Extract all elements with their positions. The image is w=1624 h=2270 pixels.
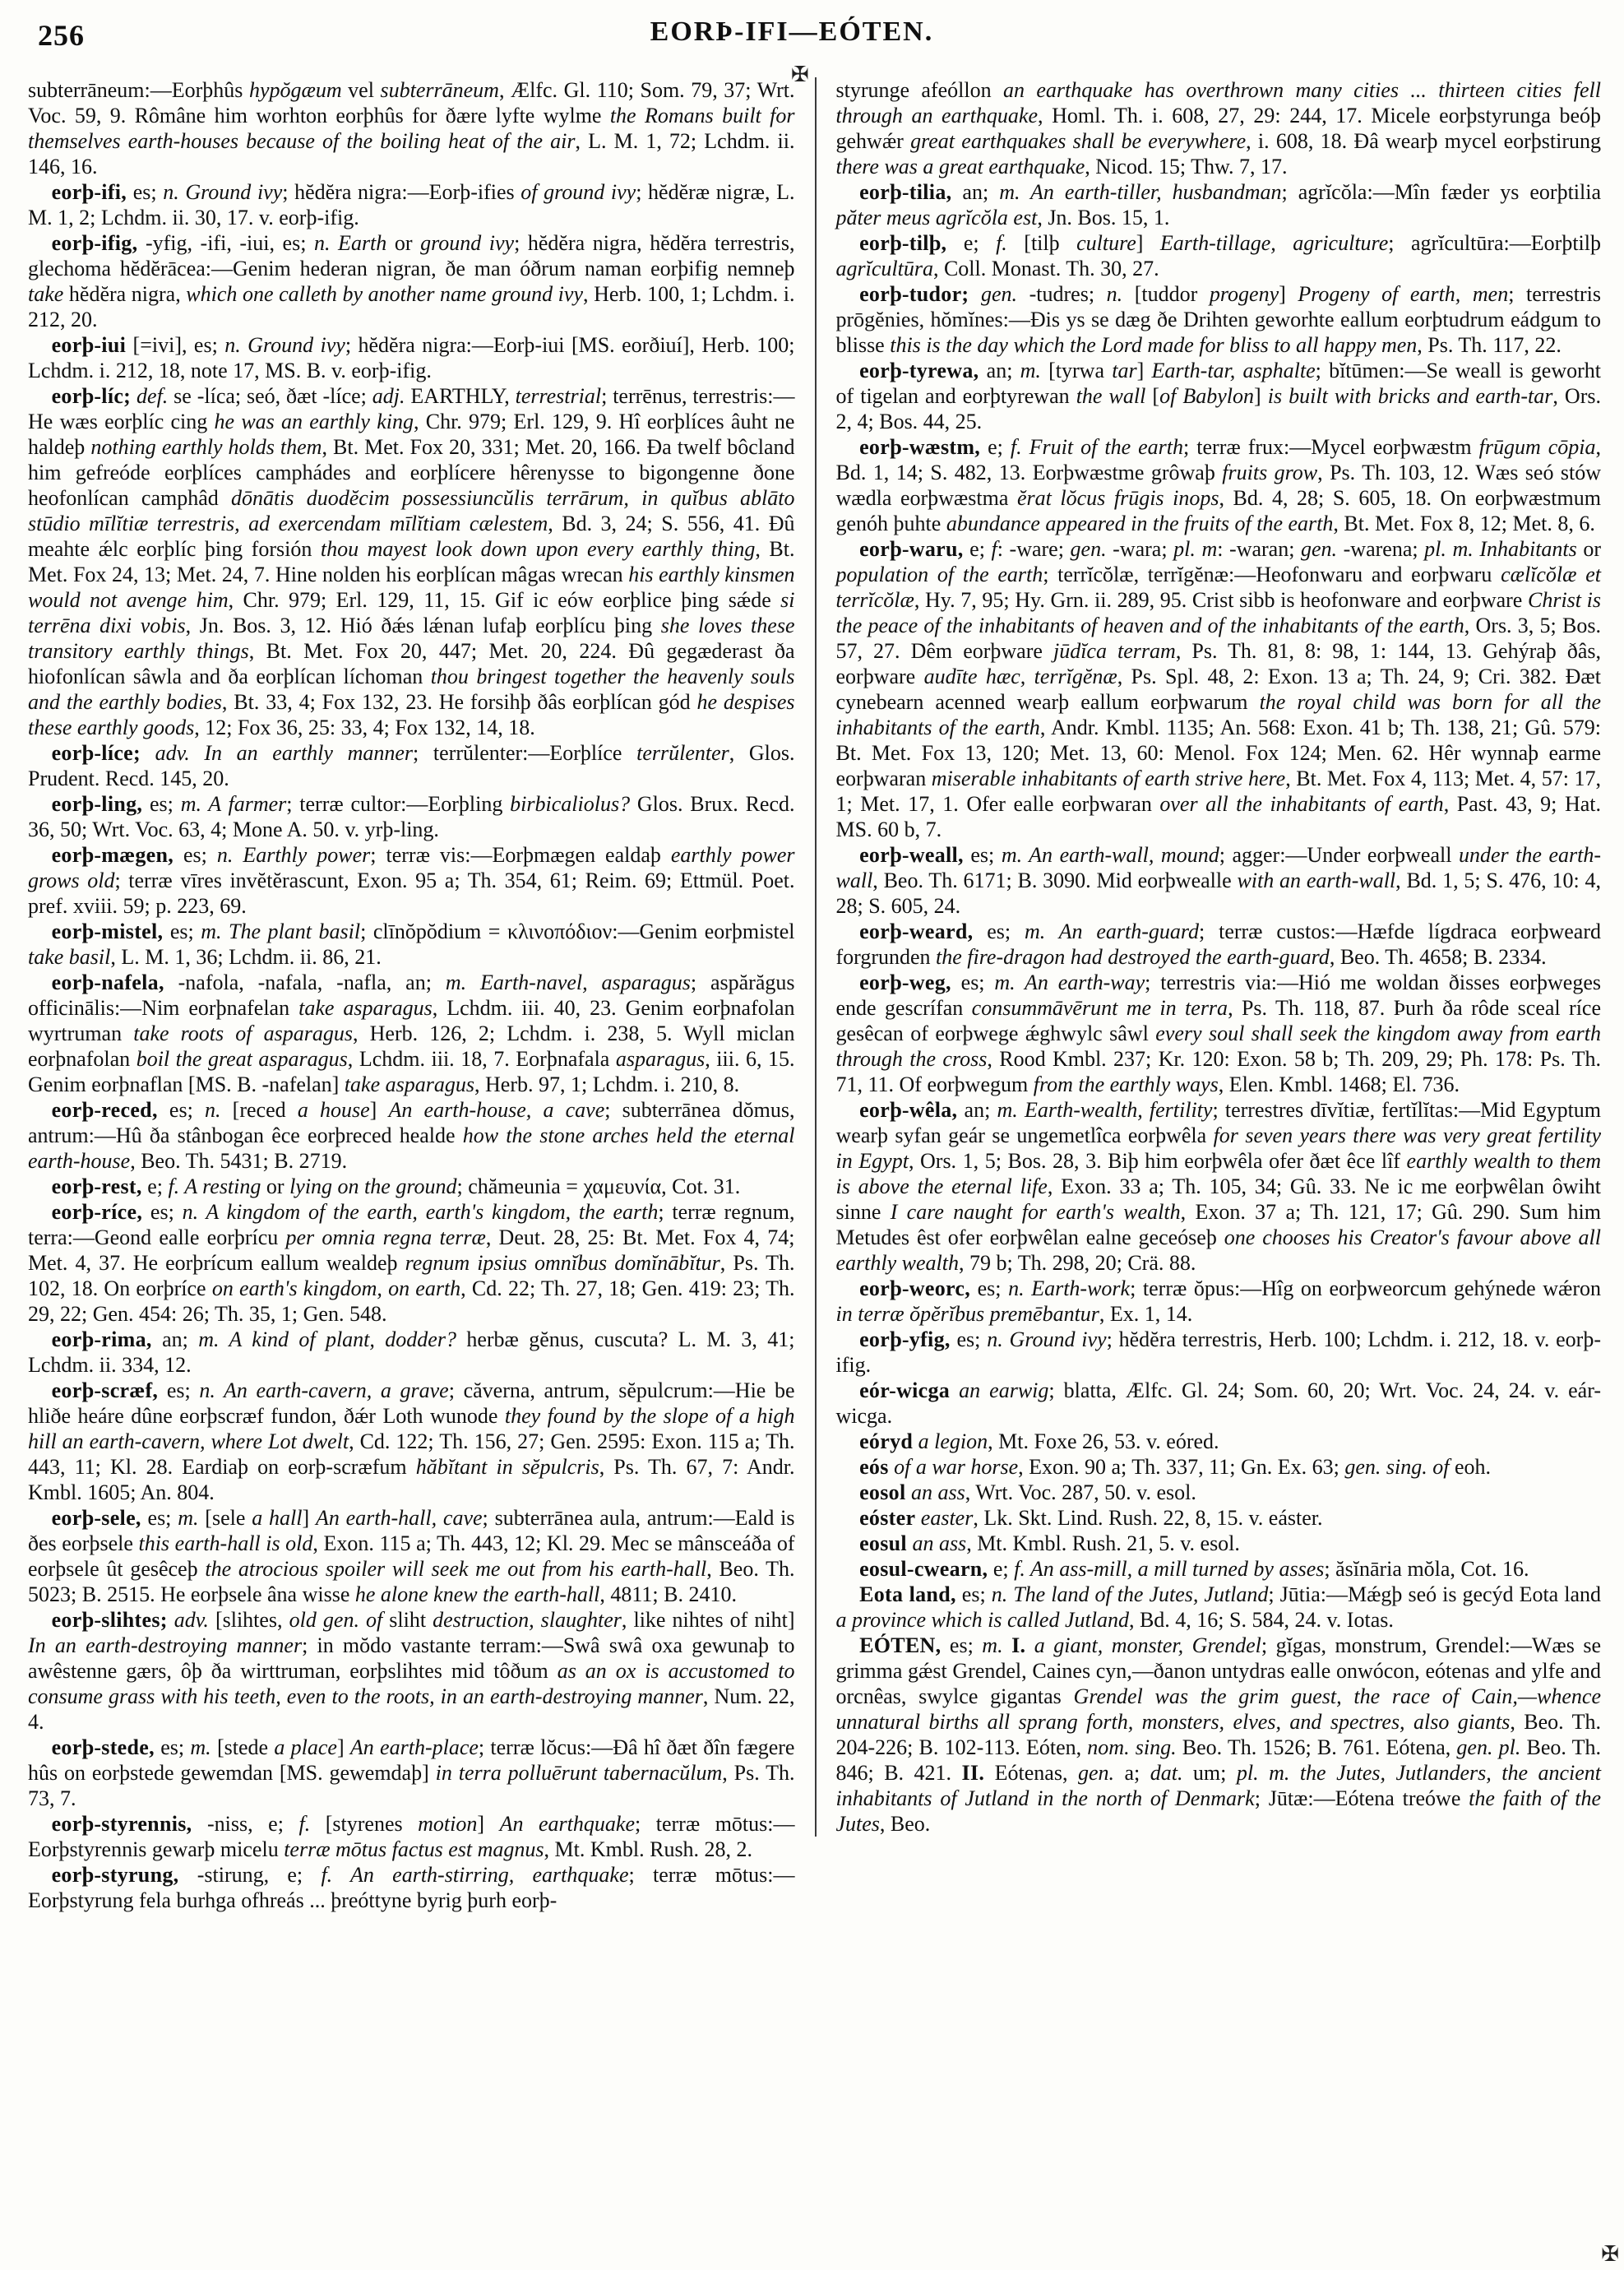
- entry-headword: eór-wicga: [859, 1378, 951, 1402]
- entry-headword: eós: [859, 1455, 889, 1479]
- entry-italic-text: a house: [297, 1098, 370, 1122]
- dictionary-entry: eóryd a legion, Mt. Foxe 26, 53. v. eóred.: [859, 1429, 1219, 1453]
- dictionary-entry: eorþ-mægen, es; n. Earthly power; terræ vis:—Eorþmægen ealdaþ earthly power grows old; terræ vīres invĕtĕrascunt, Exon. 95 a; Th. 354, 61; Reim. 69; Ettmül. Poet. pref. xviii. 59; p. 223, 69.: [28, 843, 795, 918]
- entry-italic-text: progeny: [1209, 282, 1279, 306]
- entry-italic-text: An earth-hall, cave: [315, 1506, 483, 1530]
- dictionary-entry: eorþ-sele, es; m. [sele a hall] An earth-hall, cave; subterrānea aula, antrum:—Eald is ðes eorþsele this earth-hall is old, Exon. 115 a; Th. 443, 12; Kl. 29. Mec se mânsceáða of eorþsele ût gesêceþ the atrocious spoiler will seek me out from his earth-hall, Beo. Th. 5023; B. 2515. He eorþsele âna wisse he alone knew the earth-hall, 4811; B. 2410.: [28, 1506, 795, 1606]
- entry-italic-text: under the earth-wall: [835, 843, 1601, 892]
- entry-italic-text: n. Ground ivy: [224, 333, 345, 357]
- entry-headword: eosol: [859, 1480, 906, 1504]
- entry-italic-text: abundance appeared in the fruits of the earth: [946, 512, 1334, 535]
- entry-italic-text: gen. sing. of: [1344, 1455, 1450, 1479]
- entry-italic-text: of ground ivy: [521, 180, 636, 204]
- entry-italic-text: thou mayest look down upon every earthly thing: [320, 537, 756, 561]
- entry-italic-text: of a war horse: [894, 1455, 1019, 1479]
- entry-italic-text: m.: [1020, 359, 1041, 382]
- page-number: 256: [38, 19, 85, 52]
- entry-italic-text: pl. m: [1173, 537, 1218, 561]
- entry-headword: Eota land,: [859, 1582, 956, 1606]
- dictionary-entry: eorþ-tilia, an; m. An earth-tiller, husbandman; agrĭcŏla:—Mîn fæder ys eorþtilia păter meus agrĭcŏla est, Jn. Bos. 15, 1.: [835, 180, 1602, 229]
- entry-bold-text: II.: [961, 1761, 985, 1785]
- entry-italic-text: In an earth-destroying manner: [28, 1633, 303, 1657]
- entry-italic-text: m. A farmer: [180, 792, 287, 816]
- entry-headword: eorþ-tilia,: [859, 180, 952, 204]
- entry-italic-text: n.: [205, 1098, 221, 1122]
- entry-headword: eorþ-mægen,: [51, 843, 174, 867]
- entry-italic-text: hăbĭtant in sĕpulcris: [415, 1455, 599, 1479]
- column-right: [815, 77, 1602, 1837]
- entry-italic-text: frūgum cōpia: [1478, 435, 1596, 459]
- entry-italic-text: take roots of asparagus: [133, 1022, 353, 1045]
- entry-italic-text: take basil: [28, 945, 111, 969]
- entry-italic-text: how the stone arches held the eternal earth-house: [28, 1123, 795, 1173]
- entry-italic-text: gen.: [1301, 537, 1338, 561]
- entry-italic-text: Christ is the peace of the inhabitants of heaven and of the inhabitants of the earth: [835, 588, 1601, 637]
- entry-headword: eorþ-ifi,: [51, 180, 127, 204]
- dictionary-entry: eorþ-ling, es; m. A farmer; terræ cultor:—Eorþling birbicaliolus? Glos. Brux. Recd. 36, 50; Wrt. Voc. 63, 4; Mone A. 50. v. yrþ-ling.: [28, 792, 795, 841]
- dictionary-entry: eorþ-mistel, es; m. The plant basil; clīnŏpŏdium = κλινοπόδιον:—Genim eorþmistel take basil, L. M. 1, 36; Lchdm. ii. 86, 21.: [28, 920, 795, 969]
- entry-italic-text: adj.: [372, 384, 405, 408]
- entry-italic-text: f. An earth-stirring, earthquake: [321, 1863, 629, 1887]
- entry-italic-text: jūdĭca terram: [1053, 639, 1176, 663]
- page-title: EORÞ-IFI—EÓTEN.: [650, 16, 934, 47]
- entry-headword: eorþ-styrennis,: [51, 1812, 192, 1836]
- dictionary-entry: eorþ-wêla, an; m. Earth-wealth, fertility; terrestres dīvĭtiæ, fertĭlĭtas:—Mid Egyptum wearþ syfan geár se ungemetlîca eorþwêla for seven years there was very great fertility in Egypt, Ors. 1, 5; Bos. 28, 3. Biþ him eorþwêla ofer ðæt êce lîf earthly wealth to them is above the eternal life, Exon. 33 a; Th. 105, 34; Gû. 33. Ne ic me eorþwêlan ôwiht sinne I care naught for earth's wealth, Exon. 37 a; Th. 121, 17; Gû. 290. Sum him Metudes êst ofer eorþwêlan ealne geceóseþ one chooses his Creator's favour above all earthly wealth, 79 b; Th. 298, 20; Crä. 88.: [835, 1098, 1602, 1275]
- entry-italic-text: an earthquake has overthrown many cities ... thirteen cities fell through an earthquake: [835, 78, 1601, 127]
- dictionary-entry: eorþ-líce; adv. In an earthly manner; terrŭlenter:—Eorþlíce terrŭlenter, Glos. Prudent. Recd. 145, 20.: [28, 741, 795, 790]
- entry-italic-text: m.: [982, 1633, 1003, 1657]
- entry-italic-text: they found by the slope of a high hill an earth-cavern, where Lot dwelt: [28, 1404, 795, 1453]
- entry-italic-text: def.: [136, 384, 169, 408]
- entry-italic-text: a legion: [918, 1429, 988, 1453]
- entry-italic-text: n. An earth-cavern, a grave: [199, 1378, 449, 1402]
- entry-italic-text: a place: [274, 1735, 337, 1759]
- entry-italic-text: gen.: [1070, 537, 1107, 561]
- entry-italic-text: agrĭcultūra: [835, 257, 933, 280]
- printer-mark-top-icon: ✠: [791, 63, 809, 86]
- dictionary-entry: Eota land, es; n. The land of the Jutes, Jutland; Jūtia:—Mǽgþ seó is gecýd Eota land a province which is called Jutland, Bd. 4, 16; S. 584, 24. v. Iotas.: [835, 1582, 1601, 1632]
- entry-italic-text: adv.: [174, 1608, 209, 1632]
- entry-italic-text: m. A kind of plant, dodder?: [198, 1327, 456, 1351]
- entry-italic-text: the atrocious spoiler will seek me out from his earth-hall: [205, 1557, 707, 1581]
- entry-italic-text: from the earthly ways: [1033, 1072, 1219, 1096]
- dictionary-entry: eorþ-ifig, -yfig, -ifi, -iui, es; n. Earth or ground ivy; hĕdĕra nigra, hĕdĕra terrestris, glechoma hĕdĕrācea:—Genim hederan nigran, ðe man óðrum naman eorþifig nemneþ take hĕdĕra nigra, which one calleth by another name ground ivy, Herb. 100, 1; Lchdm. i. 212, 20.: [28, 231, 795, 331]
- entry-italic-text: hypŏgæum: [248, 78, 342, 102]
- entry-italic-text: on earth's kingdom, on earth: [211, 1276, 461, 1300]
- dictionary-entry: eorþ-tilþ, e; f. [tilþ culture] Earth-tillage, agriculture; agrĭcultūra:—Eorþtilþ agrĭcultūra, Coll. Monast. Th. 30, 27.: [835, 231, 1601, 280]
- entry-italic-text: in terræ ŏpĕrĭbus premēbantur: [835, 1302, 1099, 1326]
- entry-italic-text: every soul shall seek the kingdom away from earth through the cross: [835, 1022, 1602, 1071]
- entry-italic-text: m. An earth-tiller, husbandman: [999, 180, 1282, 204]
- entry-italic-text: culture: [1076, 231, 1136, 255]
- dictionary-entry: eorþ-wæstm, e; f. Fruit of the earth; terræ frux:—Mycel eorþwæstm frūgum cōpia, Bd. 1, 14; S. 482, 13. Eorþwæstme grôwaþ fruits grow, Ps. Th. 103, 12. Wæs seó stów wædla eorþwæstma ĕrat lŏcus frūgis inops, Bd. 4, 28; S. 605, 18. On eorþwæstmum genóh þuhte abundance appeared in the fruits of the earth, Bt. Met. Fox 8, 12; Met. 8, 6.: [835, 435, 1602, 535]
- dictionary-entry: eorþ-rest, e; f. A resting or lying on the ground; chămeunia = χαμευνία, Cot. 31.: [51, 1174, 741, 1198]
- entry-italic-text: an ass: [912, 1531, 967, 1555]
- entry-italic-text: n. The land of the Jutes, Jutland: [991, 1582, 1269, 1606]
- entry-italic-text: thou bringest together the heavenly souls and the earthly bodies: [28, 665, 795, 714]
- entry-italic-text: dat.: [1150, 1761, 1183, 1785]
- entry-italic-text: an ass: [910, 1480, 965, 1504]
- entry-headword: eorþ-sele,: [51, 1506, 141, 1530]
- entry-italic-text: n. Ground ivy: [163, 180, 283, 204]
- dictionary-entry: eorþ-styrennis, -niss, e; f. [styrenes motion] An earthquake; terræ mōtus:—Eorþstyrennis gewarþ micelu terræ mōtus factus est magnus, Mt. Kmbl. Rush. 28, 2.: [28, 1812, 795, 1861]
- entry-continuation: subterrāneum:—Eorþhûs hypŏgæum vel subterrāneum, Ælfc. Gl. 110; Som. 79, 37; Wrt. Voc. 59, 9. Rômâne him worhton eorþhûs for ðære lyfte wylme the Romans built for themselves earth-houses because of the boiling heat of the air, L. M. 1, 72; Lchdm. ii. 146, 16.: [28, 78, 795, 178]
- dictionary-entry: eór-wicga an earwig; blatta, Ælfc. Gl. 24; Som. 60, 20; Wrt. Voc. 24, 24. v. eár-wicga.: [835, 1378, 1601, 1428]
- entry-italic-text: the fire-dragon had destroyed the earth-guard: [936, 945, 1330, 969]
- entry-italic-text: m. The plant basil: [201, 920, 361, 943]
- entry-headword: eorþ-wêla,: [859, 1098, 958, 1122]
- entry-headword: eorþ-styrung,: [51, 1863, 179, 1887]
- entry-headword: eorþ-tyrewa,: [859, 359, 979, 382]
- entry-italic-text: easter: [920, 1506, 974, 1530]
- entry-italic-text: f. An ass-mill, a mill turned by asses: [1014, 1557, 1325, 1581]
- entry-italic-text: one chooses his Creator's favour above all earthly wealth: [835, 1225, 1601, 1275]
- printer-mark-bottom-icon: ✠: [1601, 2242, 1619, 2266]
- entry-continuation: styrunge afeóllon an earthquake has overthrown many cities ... thirteen cities fell through an earthquake, Homl. Th. i. 608, 27, 29: 244, 17. Micele eorþstyrunga beóþ gehwǽr great earthquakes shall be everywhere, i. 608, 18. Ðâ wearþ mycel eorþstirung there was a great earthquake, Nicod. 15; Thw. 7, 17.: [835, 78, 1602, 178]
- entry-headword: EÓTEN,: [859, 1633, 942, 1657]
- entry-headword: eorþ-líce;: [51, 741, 141, 765]
- entry-italic-text: is built with bricks and earth-tar: [1267, 384, 1553, 408]
- entry-headword: eorþ-ifig,: [51, 231, 138, 255]
- dictionary-entry: eorþ-tudor; gen. -tudres; n. [tuddor progeny] Progeny of earth, men; terrestris prōgĕnies, hŏmĭnes:—Ðis ys se dæg ðe Drihten geworhte eallum eorþtudrum eádgum to blisse this is the day which the Lord made for bliss to all happy men, Ps. Th. 117, 22.: [835, 282, 1602, 357]
- entry-bold-text: I.: [1011, 1633, 1026, 1657]
- entry-italic-text: for seven years there was very great fertility in Egypt: [835, 1123, 1602, 1173]
- dictionary-entry: eosul-cwearn, e; f. An ass-mill, a mill turned by asses; ăsĭnāria mŏla, Cot. 16.: [859, 1557, 1529, 1581]
- entry-italic-text: a hall: [252, 1506, 303, 1530]
- entry-italic-text: old gen. of: [289, 1608, 383, 1632]
- dictionary-entry: eorþ-weall, es; m. An earth-wall, mound; agger:—Under eorþweall under the earth-wall, Beo. Th. 6171; B. 3090. Mid eorþwealle with an earth-wall, Bd. 1, 5; S. 476, 10: 4, 28; S. 605, 24.: [835, 843, 1601, 918]
- dictionary-entry: eorþ-ríce, es; n. A kingdom of the earth, earth's kingdom, the earth; terræ regnum, terra:—Geond ealle eorþrícu per omnia regna terræ, Deut. 28, 25: Bt. Met. Fox 4, 74; Met. 4, 37. He eorþrícum eallum wealdeþ regnum ipsius omnĭbus domĭnābĭtur, Ps. Th. 102, 18. On eorþríce on earth's kingdom, on earth, Cd. 22; Th. 27, 18; Gen. 419: 23; Th. 29, 22; Gen. 454: 26; Th. 35, 1; Gen. 548.: [28, 1200, 795, 1326]
- dictionary-entry: eosul an ass, Mt. Kmbl. Rush. 21, 5. v. esol.: [859, 1531, 1240, 1555]
- entry-italic-text: earthly wealth to them is above the eternal life: [835, 1149, 1601, 1198]
- entry-italic-text: the Romans built for themselves earth-houses because of the boiling heat of the air: [28, 104, 795, 153]
- dictionary-entry: eorþ-styrung, -stirung, e; f. An earth-stirring, earthquake; terræ mōtus:—Eorþstyrung fela burhga ofhreás ... þreóttyne byrig þurh eorþ-: [28, 1863, 795, 1912]
- entry-italic-text: lying on the ground: [289, 1174, 457, 1198]
- entry-italic-text: n. A kingdom of the earth, earth's kingdom, the earth: [182, 1200, 659, 1224]
- entry-italic-text: An earthquake: [499, 1812, 635, 1836]
- entry-italic-text: cælĭcŏlæ et terrĭcŏlæ: [835, 563, 1601, 612]
- entry-italic-text: n.: [1106, 282, 1123, 306]
- entry-headword: eorþ-wæstm,: [859, 435, 981, 459]
- dictionary-entry: eorþ-weg, es; m. An earth-way; terrestris via:—Hió me woldan ðisses eorþweges ende gescrífan consummāvērunt me in terra, Ps. Th. 118, 87. Þurh ða rôde sceal ríce gesêcan of eorþwege ǽghwylc sâwl every soul shall seek the kingdom away from earth through the cross, Rood Kmbl. 237; Kr. 120: Exon. 58 b; Th. 209, 29; Ph. 178: Ps. Th. 71, 11. Of eorþwegum from the earthly ways, Elen. Kmbl. 1468; El. 736.: [835, 971, 1602, 1096]
- entry-italic-text: terrestrial: [515, 384, 602, 408]
- entry-italic-text: take: [28, 282, 64, 306]
- entry-italic-text: gen.: [1077, 1761, 1114, 1785]
- entry-italic-text: an earwig: [959, 1378, 1049, 1402]
- dictionary-entry: eorþ-ifi, es; n. Ground ivy; hĕdĕra nigra:—Eorþ-ifies of ground ivy; hĕdĕræ nigræ, L. M. 1, 2; Lchdm. ii. 30, 17. v. eorþ-ifig.: [28, 180, 795, 229]
- entry-italic-text: f. Fruit of the earth: [1010, 435, 1184, 459]
- entry-italic-text: she loves these transitory earthly things: [28, 614, 795, 663]
- entry-headword: eorþ-ríce,: [51, 1200, 143, 1224]
- text-columns: [28, 77, 1601, 1913]
- dictionary-entry: eosol an ass, Wrt. Voc. 287, 50. v. esol.: [859, 1480, 1196, 1504]
- entry-italic-text: terrŭlenter: [636, 741, 729, 765]
- entry-headword: eosul: [859, 1531, 907, 1555]
- entry-italic-text: population of the earth: [835, 563, 1043, 586]
- dictionary-entry: eorþ-stede, es; m. [stede a place] An earth-place; terræ lŏcus:—Ðâ hî ðæt ðîn fægere hûs on eorþstede gewemdan [MS. gewemdaþ] in terra polluērunt tabernacŭlum, Ps. Th. 73, 7.: [28, 1735, 795, 1810]
- dictionary-entry: eóster easter, Lk. Skt. Lind. Rush. 22, 8, 15. v. eáster.: [859, 1506, 1323, 1530]
- dictionary-entry: eorþ-reced, es; n. [reced a house] An earth-house, a cave; subterrānea dŏmus, antrum:—Hû ða stânbogan êce eorþreced healde how the stone arches held the eternal earth-house, Beo. Th. 5431; B. 2719.: [28, 1098, 795, 1173]
- entry-italic-text: m. Earth-navel, asparagus: [445, 971, 691, 994]
- entry-italic-text: audīte hæc, terrĭgĕnæ: [923, 665, 1117, 688]
- entry-italic-text: he despises these earthly goods: [28, 690, 795, 739]
- entry-italic-text: he alone knew the earth-hall: [354, 1582, 600, 1606]
- entry-italic-text: n. Earth: [314, 231, 387, 255]
- dictionary-entry: eorþ-scræf, es; n. An earth-cavern, a grave; căverna, antrum, sĕpulcrum:—Hie be hliðe heáre dûne eorþscræf fundon, ðǽr Loth wunode they found by the slope of a high hill an earth-cavern, where Lot dwelt, Cd. 122; Th. 156, 27; Gen. 2595: Exon. 115 a; Th. 443, 11; Kl. 28. Eardiaþ on eorþ-scræfum hăbĭtant in sĕpulcris, Ps. Th. 67, 7: Andr. Kmbl. 1605; An. 804.: [28, 1378, 795, 1504]
- entry-italic-text: f. A resting: [168, 1174, 261, 1198]
- entry-italic-text: over all the inhabitants of earth: [1159, 792, 1444, 816]
- entry-headword: eorþ-yfig,: [859, 1327, 951, 1351]
- entry-italic-text: n. Earthly power: [216, 843, 371, 867]
- entry-italic-text: which one calleth by another name ground ivy: [186, 282, 583, 306]
- entry-italic-text: great earthquakes shall be everywhere: [910, 129, 1247, 153]
- entry-italic-text: m. Earth-wealth, fertility: [997, 1098, 1213, 1122]
- entry-italic-text: pl. m. the Jutes, Jutlanders, the ancient inhabitants of Jutland in the north of Denmark: [835, 1761, 1602, 1810]
- entry-italic-text: the wall: [1076, 384, 1146, 408]
- entry-italic-text: this is the day which the Lord made for bliss to all happy men: [890, 333, 1418, 357]
- entry-headword: eorþ-weorc,: [859, 1276, 971, 1300]
- entry-italic-text: terræ mōtus factus est magnus: [284, 1837, 544, 1861]
- entry-headword: eosul-cwearn,: [859, 1557, 988, 1581]
- entry-italic-text: destruction, slaughter: [433, 1608, 622, 1632]
- entry-italic-text: f.: [298, 1812, 311, 1836]
- entry-headword: eorþ-weard,: [859, 920, 974, 943]
- entry-italic-text: dōnātis duodĕcim possessiuncŭlis terrārum, in quĭbus ablāto stūdio mīlĭtiæ terrestris, ad exercendam mīlĭtiam cælestem: [28, 486, 795, 535]
- entry-italic-text: motion: [418, 1812, 478, 1836]
- entry-headword: eorþ-iui: [51, 333, 127, 357]
- entry-italic-text: the royal child was born for all the inhabitants of the earth: [835, 690, 1601, 739]
- dictionary-entry: eorþ-rima, an; m. A kind of plant, dodder? herbæ gĕnus, cuscuta? L. M. 3, 41; Lchdm. ii. 334, 12.: [28, 1327, 795, 1377]
- entry-italic-text: boil the great asparagus: [136, 1047, 348, 1071]
- entry-italic-text: m. An earth-wall, mound: [1001, 843, 1219, 867]
- entry-headword: eorþ-reced,: [51, 1098, 158, 1122]
- entry-italic-text: per omnia regna terræ: [285, 1225, 486, 1249]
- entry-headword: eóster: [859, 1506, 916, 1530]
- entry-italic-text: regnum ipsius omnĭbus domĭnābĭtur: [405, 1251, 720, 1275]
- column-left: [28, 77, 815, 1913]
- entry-italic-text: Grendel was the grim guest, the race of Cain,—whence unnatural births all sprang forth, monsters, elves, and spectres, also giants: [835, 1684, 1601, 1734]
- entry-italic-text: he was an earthly king: [214, 410, 414, 433]
- entry-headword: eorþ-nafela,: [51, 971, 164, 994]
- entry-italic-text: pl. m. Inhabitants: [1424, 537, 1577, 561]
- entry-italic-text: birbicaliolus?: [510, 792, 631, 816]
- entry-headword: eorþ-rest,: [51, 1174, 142, 1198]
- entry-italic-text: there was a great earthquake: [835, 155, 1085, 178]
- entry-italic-text: m. An earth-guard: [1024, 920, 1200, 943]
- dictionary-entry: eorþ-tyrewa, an; m. [tyrwa tar] Earth-tar, asphalte; bĭtūmen:—Se weall is geworht of tigelan and eorþtyrewan the wall [of Babylon] is built with bricks and earth-tar, Ors. 2, 4; Bos. 44, 25.: [835, 359, 1601, 433]
- entry-italic-text: as an ox is accustomed to consume grass with his teeth, even to the roots, in an earth-destroying manner: [28, 1659, 795, 1708]
- entry-headword: eorþ-tudor;: [859, 282, 969, 306]
- entry-italic-text: ground ivy: [420, 231, 515, 255]
- entry-italic-text: earthly power grows old: [28, 843, 795, 892]
- entry-italic-text: si terrēna dixi vobis: [28, 588, 795, 637]
- entry-italic-text: ĕrat lŏcus frūgis inops: [1016, 486, 1219, 510]
- entry-italic-text: this earth-hall is old: [138, 1531, 313, 1555]
- dictionary-entry: eorþ-líc; def. se -líca; seó, ðæt -líce; adj. EARTHLY, terrestrial; terrēnus, terrestris:—He wæs eorþlíc cing he was an earthly king, Chr. 979; Erl. 129, 9. Hî eorþlíces âuht ne haldeþ nothing earthly holds them, Bt. Met. Fox 20, 331; Met. 20, 166. Ða twelf bôcland him gefreóde eorþlíces camphádes and eorþlícere hêrenysse to bigongenne ðone heofonlícan camphâd dōnātis duodĕcim possessiuncŭlis terrārum, in quĭbus ablāto stūdio mīlĭtiæ terrestris, ad exercendam mīlĭtiam cælestem, Bd. 3, 24; S. 556, 41. Ðû meahte ǽlc eorþlíc þing forsión thou mayest look down upon every earthly thing, Bt. Met. Fox 24, 13; Met. 24, 7. Hine nolden his eorþlícan mâgas wrecan his earthly kinsmen would not avenge him, Chr. 979; Erl. 129, 11, 15. Gif ic eów eorþlice þing sǽde si terrēna dixi vobis, Jn. Bos. 3, 12. Hió ðǽs lǽnan lufaþ eorþlícu þing she loves these transitory earthly things, Bt. Met. Fox 20, 447; Met. 20, 224. Ðû gegæderast ða hiofonlícan sâwla and ða eorþlícan líchoman thou bringest together the heavenly souls and the earthly bodies, Bt. 33, 4; Fox 132, 23. He forsihþ ðâs eorþlícan gód he despises these earthly goods, 12; Fox 36, 25: 33, 4; Fox 132, 14, 18.: [28, 384, 795, 739]
- entry-italic-text: f: [991, 537, 997, 561]
- entry-italic-text: păter meus agrĭcŏla est: [835, 206, 1038, 229]
- entry-italic-text: gen. pl.: [1456, 1735, 1521, 1759]
- entry-italic-text: n. Ground ivy: [987, 1327, 1107, 1351]
- dictionary-entry: eorþ-yfig, es; n. Ground ivy; hĕdĕra terrestris, Herb. 100; Lchdm. i. 212, 18. v. eorþ-ifig.: [835, 1327, 1601, 1377]
- entry-headword: eorþ-scræf,: [51, 1378, 159, 1402]
- entry-italic-text: consummāvērunt me in terra: [971, 996, 1228, 1020]
- entry-italic-text: tar: [1112, 359, 1137, 382]
- entry-headword: eorþ-tilþ,: [859, 231, 947, 255]
- entry-italic-text: fruits grow: [1222, 461, 1318, 484]
- dictionary-entry: eorþ-waru, e; f: -ware; gen. -wara; pl. m: -waran; gen. -warena; pl. m. Inhabitants or population of the earth; terrĭcŏlæ, terrĭgĕnæ:—Heofonwaru and eorþwaru cælĭcŏlæ et terrĭcŏlæ, Hy. 7, 95; Hy. Grn. ii. 289, 95. Crist sibb is heofonware and eorþware Christ is the peace of the inhabitants of heaven and of the inhabitants of the earth, Ors. 3, 5; Bos. 57, 27. Dêm eorþware jūdĭca terram, Ps. Th. 81, 8: 98, 1: 144, 13. Gehýraþ ðâs, eorþware audīte hæc, terrĭgĕnæ, Ps. Spl. 48, 2: Exon. 13 a; Th. 24, 9; Cri. 382. Ðæt cynebearn acenned wearþ eallum eorþwarum the royal child was born for all the inhabitants of the earth, Andr. Kmbl. 1135; An. 568: Exon. 41 b; Th. 138, 21; Gû. 579: Bt. Met. Fox 13, 120; Met. 13, 60: Menol. Fox 124; Men. 62. Hêr wynnaþ earme eorþwaran miserable inhabitants of earth strive here, Bt. Met. Fox 4, 113; Met. 4, 57: 17, 1; Met. 17, 1. Ofer ealle eorþwaran over all the inhabitants of earth, Past. 43, 9; Hat. MS. 60 b, 7.: [835, 537, 1602, 841]
- entry-italic-text: take asparagus: [298, 996, 433, 1020]
- entry-italic-text: take asparagus: [344, 1072, 474, 1096]
- entry-italic-text: nom. sing.: [1087, 1735, 1177, 1759]
- entry-italic-text: An earth-place: [349, 1735, 479, 1759]
- dictionary-entry: eorþ-iui [=ivi], es; n. Ground ivy; hĕdĕra nigra:—Eorþ-iui [MS. eorðiuí], Herb. 100; Lchdm. i. 212, 18, note 17, MS. B. v. eorþ-ifig.: [28, 333, 795, 382]
- page-header: [28, 12, 1601, 63]
- entry-italic-text: his earthly kinsmen would not avenge him: [28, 563, 795, 612]
- entry-headword: eorþ-slihtes;: [51, 1608, 168, 1632]
- entry-italic-text: I care naught for earth's wealth: [890, 1200, 1181, 1224]
- entry-italic-text: a province which is called Jutland: [835, 1608, 1129, 1632]
- entry-italic-text: gen.: [980, 282, 1018, 306]
- entry-italic-text: f.: [996, 231, 1007, 255]
- entry-italic-text: Earth-tillage, agriculture: [1159, 231, 1389, 255]
- entry-italic-text: of Babylon: [1159, 384, 1255, 408]
- entry-italic-text: m.: [190, 1735, 211, 1759]
- entry-headword: eorþ-rima,: [51, 1327, 152, 1351]
- entry-headword: eorþ-weg,: [859, 971, 951, 994]
- entry-headword: eorþ-waru,: [859, 537, 964, 561]
- entry-headword: eorþ-líc;: [51, 384, 132, 408]
- entry-italic-text: in terra polluērunt tabernacŭlum: [435, 1761, 723, 1785]
- entry-italic-text: n. Earth-work: [1008, 1276, 1131, 1300]
- entry-italic-text: a giant, monster, Grendel: [1034, 1633, 1261, 1657]
- dictionary-entry: EÓTEN, es; m. I. a giant, monster, Grendel; gĭgas, monstrum, Grendel:—Wæs se grimma gǽst Grendel, Caines cyn,—ðanon untydras ealle onwócon, eótenas and ylfe and orcnêas, swylce gigantas Grendel was the grim guest, the race of Cain,—whence unnatural births all sprang forth, monsters, elves, and spectres, also giants, Beo. Th. 204-226; B. 102-113. Eóten, nom. sing. Beo. Th. 1526; B. 761. Eótena, gen. pl. Beo. Th. 846; B. 421. II. Eótenas, gen. a; dat. um; pl. m. the Jutes, Jutlanders, the ancient inhabitants of Jutland in the north of Denmark; Jūtæ:—Eótena treówe the faith of the Jutes, Beo.: [835, 1633, 1602, 1836]
- entry-headword: eorþ-ling,: [51, 792, 143, 816]
- dictionary-entry: eorþ-nafela, -nafola, -nafala, -nafla, an; m. Earth-navel, asparagus; aspărăgus officinālis:—Nim eorþnafelan take asparagus, Lchdm. iii. 40, 23. Genim eorþnafolan wyrtruman take roots of asparagus, Herb. 126, 2; Lchdm. i. 238, 5. Wyll miclan eorþnafolan boil the great asparagus, Lchdm. iii. 18, 7. Eorþnafala asparagus, iii. 6, 15. Genim eorþnaflan [MS. B. -nafelan] take asparagus, Herb. 97, 1; Lchdm. i. 210, 8.: [28, 971, 795, 1096]
- entry-italic-text: subterrāneum: [380, 78, 499, 102]
- entry-headword: eorþ-mistel,: [51, 920, 164, 943]
- entry-italic-text: miserable inhabitants of earth strive here: [931, 767, 1286, 790]
- entry-italic-text: asparagus: [615, 1047, 706, 1071]
- entry-italic-text: Earth-tar, asphalte: [1151, 359, 1316, 382]
- dictionary-entry: eorþ-weorc, es; n. Earth-work; terræ ŏpus:—Hîg on eorþweorcum gehýnede wǽron in terræ ŏpĕrĭbus premēbantur, Ex. 1, 14.: [835, 1276, 1601, 1326]
- entry-italic-text: with an earth-wall: [1237, 869, 1396, 892]
- entry-headword: eorþ-weall,: [859, 843, 964, 867]
- entry-italic-text: An earth-house, a cave: [388, 1098, 605, 1122]
- entry-italic-text: adv. In an earthly manner: [155, 741, 414, 765]
- entry-italic-text: the faith of the Jutes: [835, 1786, 1602, 1836]
- entry-headword: eóryd: [859, 1429, 914, 1453]
- entry-italic-text: nothing earthly holds them: [90, 435, 322, 459]
- dictionary-entry: eorþ-weard, es; m. An earth-guard; terræ custos:—Hæfde lígdraca eorþweard forgrunden the fire-dragon had destroyed the earth-guard, Beo. Th. 4658; B. 2334.: [835, 920, 1602, 969]
- entry-italic-text: m.: [178, 1506, 199, 1530]
- entry-italic-text: m. An earth-way: [994, 971, 1145, 994]
- dictionary-entry: eorþ-slihtes; adv. [slihtes, old gen. of sliht destruction, slaughter, like nihtes of niht] In an earth-destroying manner; in mŏdo vastante terram:—Swâ swâ oxa gewunaþ to awêstenne gærs, ôþ ða wirttruman, eorþslihtes mid tôðum as an ox is accustomed to consume grass with his teeth, even to the roots, in an earth-destroying manner, Num. 22, 4.: [28, 1608, 795, 1734]
- entry-italic-text: Progeny of earth, men: [1298, 282, 1509, 306]
- entry-headword: eorþ-stede,: [51, 1735, 155, 1759]
- dictionary-entry: eós of a war horse, Exon. 90 a; Th. 337, 11; Gn. Ex. 63; gen. sing. of eoh.: [859, 1455, 1491, 1479]
